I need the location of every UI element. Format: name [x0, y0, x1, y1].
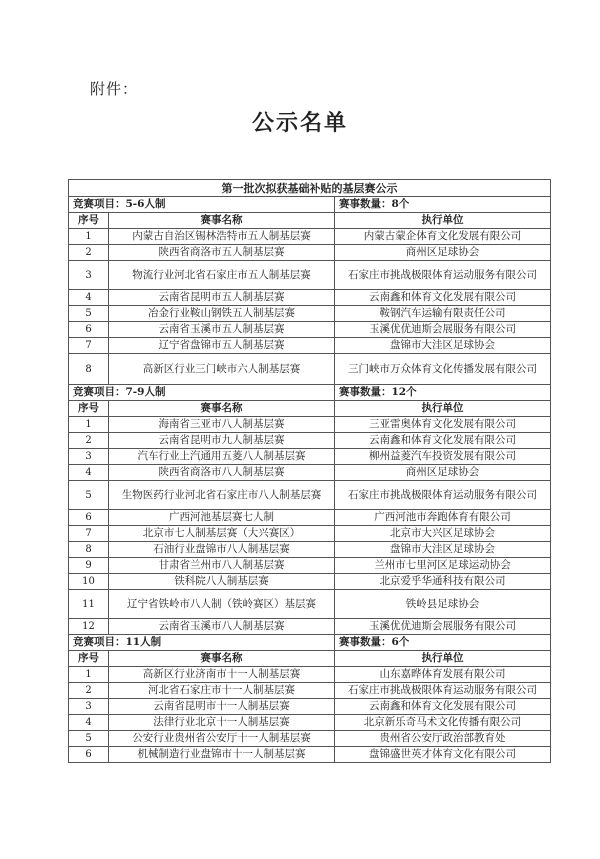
row-event-name: 云南省昆明市五人制基层赛	[109, 290, 335, 306]
row-event-name: 甘肃省兰州市八人制基层赛	[109, 558, 335, 574]
row-organizer: 三门峡市万众体育文化传播发展有限公司	[335, 354, 551, 385]
row-organizer: 商州区足球协会	[335, 465, 551, 481]
row-event-name: 公安行业贵州省公安厅十一人制基层赛	[109, 731, 335, 747]
column-header-org: 执行单位	[335, 651, 551, 667]
row-organizer: 云南鑫和体育文化发展有限公司	[335, 433, 551, 449]
column-header-org: 执行单位	[335, 213, 551, 229]
table-row	[69, 619, 551, 635]
row-organizer: 贵州省公安厅政治部教育处	[335, 731, 551, 747]
row-seq: 3	[69, 261, 109, 290]
row-organizer: 石家庄市挑战极限体育运动服务有限公司	[335, 683, 551, 699]
row-organizer: 铁岭县足球协会	[335, 590, 551, 619]
row-seq: 2	[69, 433, 109, 449]
group-project: 竞赛项目：11人制	[69, 635, 335, 651]
row-seq: 5	[69, 731, 109, 747]
row-organizer: 盘锦盛世英才体育文化有限公司	[335, 747, 551, 763]
row-seq: 1	[69, 667, 109, 683]
row-seq: 5	[69, 306, 109, 322]
table-row	[69, 558, 551, 574]
row-organizer: 玉溪优优迪斯会展服务有限公司	[335, 322, 551, 338]
table-row	[69, 715, 551, 731]
row-organizer: 内蒙古蒙企体育文化发展有限公司	[335, 229, 551, 245]
table-row	[69, 465, 551, 481]
column-header-seq: 序号	[69, 213, 109, 229]
row-seq: 8	[69, 542, 109, 558]
column-header-org: 执行单位	[335, 401, 551, 417]
row-organizer: 柳州益菱汽车投资发展有限公司	[335, 449, 551, 465]
table-row	[69, 481, 551, 510]
row-seq: 3	[69, 699, 109, 715]
row-seq: 6	[69, 322, 109, 338]
group-count: 赛事数量：6个	[335, 635, 551, 651]
row-event-name: 石油行业盘锦市八人制基层赛	[109, 542, 335, 558]
table-row	[69, 449, 551, 465]
group-count: 赛事数量：8个	[335, 197, 551, 213]
row-event-name: 辽宁省盘锦市五人制基层赛	[109, 338, 335, 354]
row-seq: 12	[69, 619, 109, 635]
table-row	[69, 354, 551, 385]
row-event-name: 汽车行业上汽通用五菱八人制基层赛	[109, 449, 335, 465]
group-header-row	[69, 635, 551, 651]
row-event-name: 辽宁省铁岭市八人制（铁岭赛区）基层赛	[109, 590, 335, 619]
row-organizer: 石家庄市挑战极限体育运动服务有限公司	[335, 261, 551, 290]
row-event-name: 陕西省商洛市八人制基层赛	[109, 465, 335, 481]
table-row	[69, 747, 551, 763]
row-seq: 3	[69, 449, 109, 465]
row-organizer: 云南鑫和体育文化发展有限公司	[335, 290, 551, 306]
table-row	[69, 683, 551, 699]
row-event-name: 机械制造行业盘锦市十一人制基层赛	[109, 747, 335, 763]
row-seq: 2	[69, 245, 109, 261]
row-event-name: 铁科院八人制基层赛	[109, 574, 335, 590]
row-event-name: 物流行业河北省石家庄市五人制基层赛	[109, 261, 335, 290]
row-organizer: 北京爱乎华通科技有限公司	[335, 574, 551, 590]
table-row	[69, 417, 551, 433]
row-seq: 7	[69, 526, 109, 542]
table-row	[69, 322, 551, 338]
row-seq: 11	[69, 590, 109, 619]
row-event-name: 法律行业北京十一人制基层赛	[109, 715, 335, 731]
table-row	[69, 306, 551, 322]
row-seq: 1	[69, 417, 109, 433]
table-row	[69, 731, 551, 747]
row-event-name: 高新区行业济南市十一人制基层赛	[109, 667, 335, 683]
row-event-name: 生物医药行业河北省石家庄市八人制基层赛	[109, 481, 335, 510]
row-organizer: 北京市大兴区足球协会	[335, 526, 551, 542]
row-event-name: 高新区行业三门峡市六人制基层赛	[109, 354, 335, 385]
group-count: 赛事数量：12个	[335, 385, 551, 401]
column-header-row	[69, 651, 551, 667]
group-header-row	[69, 197, 551, 213]
column-header-row	[69, 213, 551, 229]
row-seq: 7	[69, 338, 109, 354]
row-seq: 6	[69, 510, 109, 526]
page-title: 公示名单	[251, 110, 348, 136]
row-organizer: 鞍钢汽车运输有限责任公司	[335, 306, 551, 322]
row-organizer: 商州区足球协会	[335, 245, 551, 261]
table-row	[69, 261, 551, 290]
table-row	[69, 290, 551, 306]
group-header-row	[69, 385, 551, 401]
row-seq: 9	[69, 558, 109, 574]
row-event-name: 云南省昆明市九人制基层赛	[109, 433, 335, 449]
table-row	[69, 245, 551, 261]
column-header-name: 赛事名称	[109, 401, 335, 417]
table-row	[69, 510, 551, 526]
table-row	[69, 229, 551, 245]
row-organizer: 石家庄市挑战极限体育运动服务有限公司	[335, 481, 551, 510]
row-organizer: 盘锦市大洼区足球协会	[335, 338, 551, 354]
column-header-name: 赛事名称	[109, 213, 335, 229]
row-event-name: 云南省玉溪市五人制基层赛	[109, 322, 335, 338]
column-header-name: 赛事名称	[109, 651, 335, 667]
table-caption-row	[69, 180, 551, 197]
row-event-name: 陕西省商洛市五人制基层赛	[109, 245, 335, 261]
table-row	[69, 338, 551, 354]
table-caption: 第一批次拟获基础补贴的基层赛公示	[69, 180, 551, 197]
row-event-name: 北京市七人制基层赛（大兴赛区）	[109, 526, 335, 542]
row-seq: 4	[69, 290, 109, 306]
row-organizer: 山东嘉晔体育发展有限公司	[335, 667, 551, 683]
row-seq: 4	[69, 465, 109, 481]
row-event-name: 河北省石家庄市十一人制基层赛	[109, 683, 335, 699]
row-seq: 5	[69, 481, 109, 510]
row-organizer: 玉溪优优迪斯会展服务有限公司	[335, 619, 551, 635]
row-organizer: 盘锦市大洼区足球协会	[335, 542, 551, 558]
table-row	[69, 526, 551, 542]
row-seq: 10	[69, 574, 109, 590]
table-row	[69, 699, 551, 715]
row-seq: 6	[69, 747, 109, 763]
row-seq: 8	[69, 354, 109, 385]
table-row	[69, 542, 551, 558]
row-seq: 2	[69, 683, 109, 699]
column-header-seq: 序号	[69, 401, 109, 417]
column-header-seq: 序号	[69, 651, 109, 667]
table-row	[69, 667, 551, 683]
column-header-row	[69, 401, 551, 417]
row-event-name: 广西河池基层赛七人制	[109, 510, 335, 526]
group-project: 竞赛项目：5-6人制	[69, 197, 335, 213]
row-event-name: 海南省三亚市八人制基层赛	[109, 417, 335, 433]
table-row	[69, 574, 551, 590]
row-event-name: 云南省玉溪市八人制基层赛	[109, 619, 335, 635]
table-row	[69, 433, 551, 449]
row-event-name: 云南省昆明市十一人制基层赛	[109, 699, 335, 715]
group-project: 竞赛项目：7-9人制	[69, 385, 335, 401]
row-organizer: 北京新乐奇马术文化传播有限公司	[335, 715, 551, 731]
row-seq: 4	[69, 715, 109, 731]
row-organizer: 三亚雷奥体育文化发展有限公司	[335, 417, 551, 433]
table-row	[69, 590, 551, 619]
row-event-name: 内蒙古自治区锡林浩特市五人制基层赛	[109, 229, 335, 245]
row-organizer: 广西河池市奔跑体育有限公司	[335, 510, 551, 526]
row-seq: 1	[69, 229, 109, 245]
row-event-name: 冶金行业鞍山钢铁五人制基层赛	[109, 306, 335, 322]
publication-table	[68, 179, 551, 763]
attachment-label: 附件：	[90, 80, 139, 98]
row-organizer: 云南鑫和体育文化发展有限公司	[335, 699, 551, 715]
row-organizer: 兰州市七里河区足球运动协会	[335, 558, 551, 574]
